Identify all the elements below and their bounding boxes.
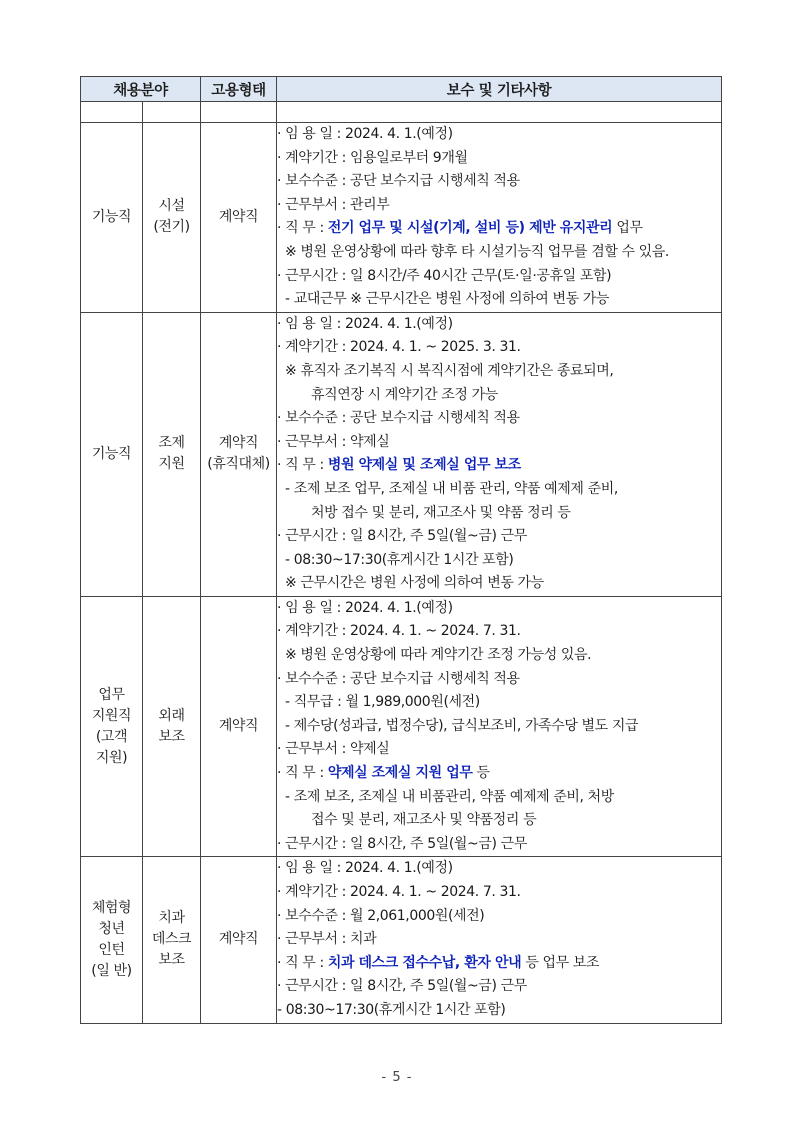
detail-line <box>277 620 721 644</box>
detail-text: 업무 <box>612 220 643 237</box>
detail-line <box>277 809 721 833</box>
detail-line <box>277 313 721 337</box>
detail-line <box>277 360 721 384</box>
detail-text: - 08:30~17:30(휴게시간 1시간 포함) <box>285 551 514 568</box>
detail-line <box>277 786 721 810</box>
detail-text: - 조제 보조, 조제실 내 비품관리, 약품 예제제 준비, 처방 <box>285 788 614 805</box>
detail-line <box>277 454 721 478</box>
header-details: 보수 및 기타사항 <box>277 77 722 102</box>
detail-text: · 근무부서 : 약제실 <box>277 741 390 758</box>
table-row <box>81 312 722 596</box>
detail-line <box>277 715 721 739</box>
detail-text: · 근무시간 : 일 8시간, 주 5일(월~금) 근무 <box>277 978 527 995</box>
category-cell: 기능직 <box>81 312 143 596</box>
detail-text: · 보수수준 : 월 2,061,000원(세전) <box>277 907 485 924</box>
detail-line <box>277 265 721 289</box>
detail-text: · 근무부서 : 관리부 <box>277 196 390 213</box>
detail-line <box>277 288 721 312</box>
position-cell: 조제 지원 <box>143 312 201 596</box>
detail-line <box>277 336 721 360</box>
position-cell: 치과 데스크 보조 <box>143 857 201 1023</box>
details-cell <box>277 857 722 1023</box>
header-employment-type: 고용형태 <box>201 77 277 102</box>
position-cell: 외래 보조 <box>143 596 201 857</box>
detail-line <box>277 952 721 976</box>
detail-text: · 근무시간 : 일 8시간, 주 5일(월~금) 근무 <box>277 528 527 545</box>
detail-text: - 교대근무 ※ 근무시간은 병원 사정에 의하여 변동 가능 <box>285 291 609 308</box>
details-cell <box>277 596 722 857</box>
detail-line <box>277 478 721 502</box>
header-field: 채용분야 <box>81 77 201 102</box>
detail-line <box>277 881 721 905</box>
detail-text: · 계약기간 : 2024. 4. 1. ~ 2024. 7. 31. <box>277 884 521 900</box>
detail-line <box>277 928 721 952</box>
detail-text: ※ 병원 운영상황에 따라 계약기간 조정 가능성 있음. <box>285 647 592 664</box>
detail-line <box>277 999 721 1023</box>
category-cell: 업무 지원직 (고객 지원) <box>81 596 143 857</box>
detail-text: · 보수수준 : 공단 보수지급 시행세칙 적용 <box>277 173 520 190</box>
detail-line <box>277 644 721 668</box>
employment-type-cell: 계약직 <box>201 857 277 1023</box>
detail-text: 등 업무 보조 <box>521 954 600 971</box>
detail-line <box>277 431 721 455</box>
detail-text: 처방 접수 및 분리, 재고조사 및 약품 정리 등 <box>311 504 571 521</box>
spacer-cell <box>143 102 201 123</box>
detail-text: - 직무급 : 월 1,989,000원(세전) <box>285 694 480 711</box>
header-row <box>81 77 722 102</box>
recruitment-table <box>80 76 722 1024</box>
detail-text: · 근무부서 : 치과 <box>277 931 377 948</box>
detail-line <box>277 147 721 171</box>
detail-line <box>277 407 721 431</box>
table-row <box>81 857 722 1023</box>
detail-text: ※ 근무시간은 병원 사정에 의하여 변동 가능 <box>285 575 544 592</box>
detail-text: · 계약기간 : 임용일로부터 9개월 <box>277 149 468 166</box>
detail-text: - 조제 보조 업무, 조제실 내 비품 관리, 약품 예제제 준비, <box>285 480 618 497</box>
detail-line <box>277 762 721 786</box>
detail-text: · 직 무 : <box>277 954 328 971</box>
detail-text: ※ 병원 운영상황에 따라 향후 타 시설기능직 업무를 겸할 수 있음. <box>285 243 669 260</box>
detail-text: · 직 무 : <box>277 765 328 782</box>
detail-text: · 임 용 일 : 2024. 4. 1.(예정) <box>277 315 453 332</box>
details-cell <box>277 123 722 313</box>
detail-line <box>277 738 721 762</box>
highlighted-text: 약제실 조제실 지원 업무 <box>327 765 473 782</box>
detail-text: · 임 용 일 : 2024. 4. 1.(예정) <box>277 860 453 877</box>
detail-line <box>277 597 721 621</box>
detail-line <box>277 975 721 999</box>
detail-line <box>277 241 721 265</box>
detail-text: · 직 무 : <box>277 457 328 474</box>
spacer-cell <box>201 102 277 123</box>
detail-text: · 계약기간 : 2024. 4. 1. ~ 2024. 7. 31. <box>277 623 521 640</box>
spacer-cell <box>81 102 143 123</box>
detail-line <box>277 549 721 573</box>
detail-text: · 근무시간 : 일 8시간/주 40시간 근무(토·일·공휴일 포함) <box>277 267 612 284</box>
spacer-cell <box>277 102 722 123</box>
highlighted-text: 병원 약제실 및 조제실 업무 보조 <box>327 457 521 474</box>
detail-line <box>277 668 721 692</box>
highlighted-text: 치과 데스크 접수수납, 환자 안내 <box>327 954 522 971</box>
detail-text: · 임 용 일 : 2024. 4. 1.(예정) <box>277 126 453 142</box>
detail-text: 휴직연장 시 계약기간 조정 가능 <box>311 386 498 403</box>
detail-line <box>277 384 721 408</box>
detail-text: ※ 휴직자 조기복직 시 복직시점에 계약기간은 종료되며, <box>285 362 614 379</box>
detail-text: 접수 및 분리, 재고조사 및 약품정리 등 <box>311 812 537 829</box>
detail-text: 등 <box>472 765 490 782</box>
detail-text: - 제수당(성과급, 법정수당), 급식보조비, 가족수당 별도 지급 <box>285 717 639 734</box>
employment-type-cell: 계약직 (휴직대체) <box>201 312 277 596</box>
detail-line <box>277 170 721 194</box>
page-number: - 5 - <box>381 1070 413 1085</box>
detail-line <box>277 123 721 147</box>
detail-text: · 계약기간 : 2024. 4. 1. ~ 2025. 3. 31. <box>277 339 521 356</box>
detail-line <box>277 905 721 929</box>
position-cell: 시설 (전기) <box>143 123 201 313</box>
category-cell: 기능직 <box>81 123 143 313</box>
detail-line <box>277 857 721 881</box>
detail-line <box>277 217 721 241</box>
detail-text: · 직 무 : <box>277 220 328 237</box>
detail-text: · 근무시간 : 일 8시간, 주 5일(월~금) 근무 <box>277 835 527 852</box>
table-row <box>81 596 722 857</box>
spacer-row <box>81 102 722 123</box>
detail-line <box>277 691 721 715</box>
detail-text: · 보수수준 : 공단 보수지급 시행세칙 적용 <box>277 670 520 687</box>
employment-type-cell: 계약직 <box>201 596 277 857</box>
detail-text: · 보수수준 : 공단 보수지급 시행세칙 적용 <box>277 410 520 427</box>
detail-text: · 임 용 일 : 2024. 4. 1.(예정) <box>277 599 453 616</box>
detail-line <box>277 572 721 596</box>
detail-line <box>277 833 721 857</box>
highlighted-text: 전기 업무 및 시설(기계, 설비 등) 제반 유지관리 <box>327 220 613 237</box>
details-cell <box>277 312 722 596</box>
category-cell: 체험형 청년 인턴 (일 반) <box>81 857 143 1023</box>
table-row <box>81 123 722 313</box>
detail-line <box>277 194 721 218</box>
employment-type-cell: 계약직 <box>201 123 277 313</box>
detail-text: · 근무부서 : 약제실 <box>277 433 390 450</box>
detail-line <box>277 502 721 526</box>
detail-line <box>277 525 721 549</box>
detail-text: - 08:30~17:30(휴게시간 1시간 포함) <box>277 1001 506 1018</box>
